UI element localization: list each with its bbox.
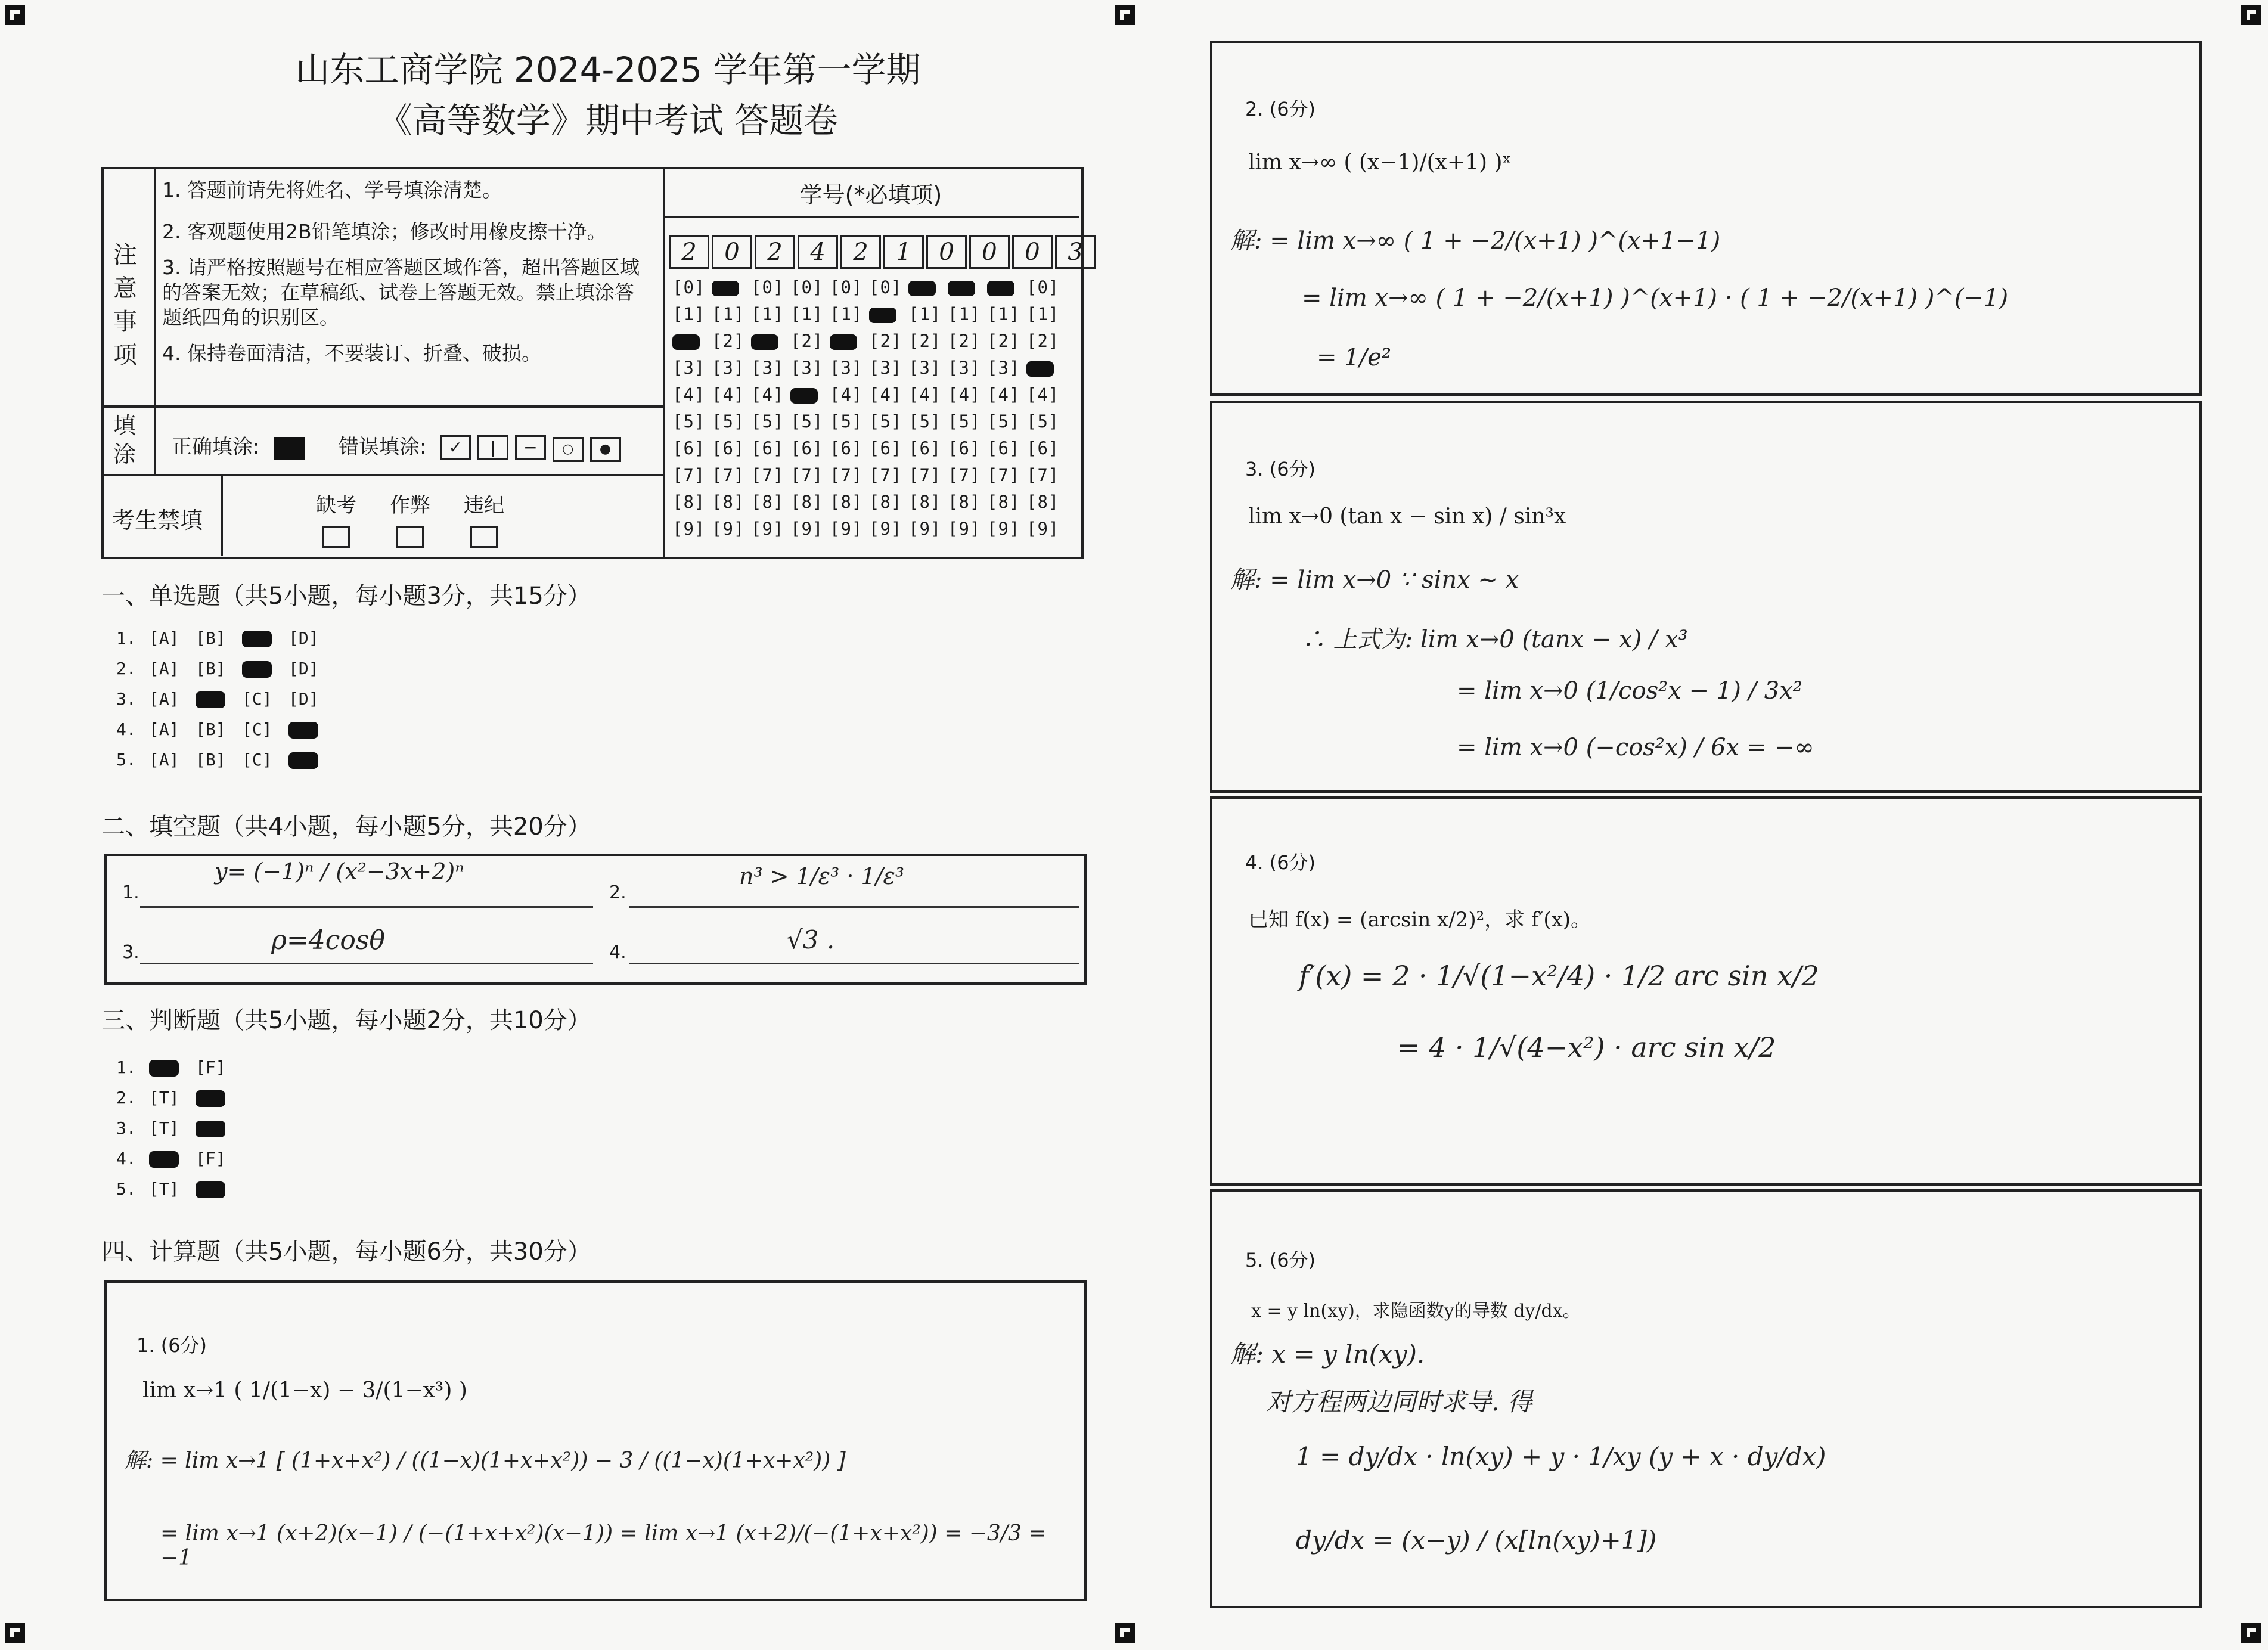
single-choice-question-num: 1. — [116, 628, 136, 648]
student-id-bubble[interactable]: [9] — [790, 519, 824, 539]
student-id-bubble[interactable]: [7] — [751, 465, 784, 485]
student-id-digit-cell[interactable]: 2 — [669, 235, 709, 269]
q2-work-2: = lim x→∞ ( 1 + −2/(x+1) )^(x+1) · ( 1 + −2/(x+1) )^(−1) — [1302, 284, 2009, 312]
student-id-bubble[interactable]: [5] — [751, 411, 784, 432]
student-id-bubble[interactable]: [8] — [672, 492, 706, 512]
fill-guide-correct: 正确填涂: — [172, 430, 305, 460]
student-id-digit-cell[interactable]: 0 — [1012, 235, 1053, 269]
q5-work-2: 对方程两边同时求导. 得 — [1266, 1387, 1532, 1416]
corner-marker-bottom-center — [1115, 1623, 1135, 1643]
q2-work-1: 解: = lim x→∞ ( 1 + −2/(x+1) )^(x+1−1) — [1230, 227, 1721, 255]
blank-1-num: 1. — [122, 882, 139, 903]
student-id-bubble[interactable]: [0] — [790, 277, 824, 297]
student-id-bubble[interactable]: [4] — [987, 384, 1020, 405]
student-id-bubble-filled[interactable] — [712, 277, 751, 304]
student-id-bubble[interactable]: [5] — [908, 411, 942, 432]
student-id-digit-cell[interactable]: 3 — [1055, 235, 1096, 269]
student-id-bubble[interactable]: [6] — [790, 438, 824, 458]
blank-3-answer[interactable]: ρ=4cosθ — [271, 925, 385, 956]
student-id-bubble[interactable]: [1] — [751, 304, 784, 324]
q4-work-1: f′(x) = 2 · 1/√(1−x²/4) · 1/2 arc sin x/2 — [1299, 960, 1819, 992]
student-id-bubble[interactable]: [1] — [672, 304, 706, 324]
student-id-bubble[interactable]: [7] — [712, 465, 745, 485]
notice-item: 2. 客观题使用2B铅笔填涂；修改时用橡皮擦干净。 — [162, 220, 607, 243]
student-id-digit-cell[interactable]: 1 — [883, 235, 924, 269]
student-id-digit-cell[interactable]: 2 — [755, 235, 795, 269]
student-id-bubble-filled[interactable] — [987, 277, 1026, 304]
q3-problem: lim x→0 (tan x − sin x) / sin³x — [1248, 504, 1566, 529]
student-id-bubble[interactable]: [6] — [908, 438, 942, 458]
student-id-bubble[interactable]: [2] — [987, 331, 1020, 351]
true-false-option[interactable]: [T] — [149, 1088, 179, 1108]
student-id-digits — [669, 235, 1098, 269]
q2-problem: lim x→∞ ( (x−1)/(x+1) )ˣ — [1248, 150, 1512, 175]
student-id-bubble-filled[interactable] — [790, 384, 830, 411]
corner-marker-bottom-left — [5, 1623, 25, 1643]
notice-item: 3. 请严格按照题号在相应答题区域作答，超出答题区域的答案无效；在草稿纸、试卷上答题无效。禁止填涂答题纸四角的识别区。 — [162, 256, 640, 329]
student-id-bubble[interactable]: [7] — [948, 465, 981, 485]
q2-work-3: = 1/e² — [1317, 344, 1391, 371]
student-id-bubble-filled[interactable] — [1026, 358, 1066, 384]
true-false-question-row — [116, 1174, 242, 1204]
section1-questions — [116, 623, 335, 775]
single-choice-question-num: 4. — [116, 719, 136, 739]
student-id-bubble[interactable]: [1] — [1026, 304, 1060, 324]
forbidden-option-violation: 违纪 — [464, 489, 504, 548]
section1-heading: 一、单选题（共5小题，每小题3分，共15分） — [101, 582, 591, 610]
single-choice-question-num: 2. — [116, 659, 136, 678]
student-id-bubble[interactable]: [9] — [908, 519, 942, 539]
student-id-bubble[interactable]: [2] — [1026, 331, 1060, 351]
student-id-bubble[interactable]: [5] — [712, 411, 745, 432]
section3-heading: 三、判断题（共5小题，每小题2分，共10分） — [101, 1007, 591, 1034]
single-choice-option-filled[interactable] — [288, 750, 335, 770]
single-choice-option-filled[interactable] — [288, 719, 335, 739]
answer-box-q3[interactable] — [1210, 401, 2202, 793]
true-false-question-num: 2. — [116, 1088, 136, 1108]
q3-label: 3. (6分) — [1245, 458, 1316, 480]
single-choice-option[interactable]: [A] — [149, 659, 179, 678]
true-false-question-row — [116, 1083, 242, 1113]
student-id-bubble[interactable]: [6] — [751, 438, 784, 458]
true-false-option-filled[interactable] — [196, 1179, 242, 1199]
forbidden-option-absent: 缺考 — [316, 489, 356, 548]
circle-icon: ○ — [553, 437, 584, 462]
student-id-bubble[interactable]: [0] — [751, 277, 784, 297]
student-id-bubble[interactable]: [8] — [712, 492, 745, 512]
fill-guide-label: 填涂 — [113, 412, 136, 467]
student-id-bubble[interactable]: [8] — [830, 492, 863, 512]
single-choice-option[interactable]: [D] — [288, 628, 319, 648]
student-id-bubble[interactable]: [7] — [790, 465, 824, 485]
true-false-option-filled[interactable] — [196, 1088, 242, 1108]
q3-work-4: = lim x→0 (−cos²x) / 6x = −∞ — [1457, 734, 1814, 761]
page-subtitle: 《高等数学》期中考试 答题卷 — [377, 100, 839, 141]
student-id-bubble[interactable]: [3] — [830, 358, 863, 378]
true-false-question-row — [116, 1113, 242, 1143]
single-choice-option[interactable]: [A] — [149, 689, 179, 709]
single-choice-option-filled[interactable] — [196, 689, 242, 709]
student-id-bubble[interactable]: [3] — [948, 358, 981, 378]
true-false-question-num: 1. — [116, 1057, 136, 1077]
single-choice-option[interactable]: [B] — [196, 659, 226, 678]
student-id-bubble[interactable]: [5] — [1026, 411, 1060, 432]
true-false-question-row — [116, 1143, 242, 1174]
student-id-bubble-filled[interactable] — [948, 277, 987, 304]
student-id-bubble[interactable]: [9] — [672, 519, 706, 539]
check-mark-icon: ✓ — [440, 435, 471, 460]
student-id-bubble[interactable]: [7] — [830, 465, 863, 485]
q5-work-3: 1 = dy/dx · ln(xy) + y · 1/xy (y + x · dy/dx) — [1296, 1442, 1826, 1471]
fill-guide-wrong: 错误填涂: ✓ | − ○ ● — [339, 430, 621, 462]
student-id-bubble[interactable]: [6] — [830, 438, 863, 458]
student-id-digit-cell[interactable]: 2 — [840, 235, 881, 269]
student-id-bubble[interactable]: [5] — [672, 411, 706, 432]
blank-4-answer[interactable]: √3 . — [787, 925, 835, 954]
q5-work-4: dy/dx = (x−y) / (x[ln(xy)+1]) — [1296, 1525, 1657, 1555]
student-id-bubble[interactable]: [3] — [908, 358, 942, 378]
answer-box-q1[interactable] — [104, 1280, 1087, 1601]
student-id-bubble[interactable]: [4] — [1026, 384, 1060, 405]
answer-box-q5[interactable] — [1210, 1189, 2202, 1608]
q1-work-1: 解: = lim x→1 [ (1+x+x²) / ((1−x)(1+x+x²)) − 3 / ((1−x)(1+x+x²)) ] — [125, 1449, 846, 1473]
blank-2-num: 2. — [609, 882, 626, 903]
student-id-bubble[interactable]: [1] — [948, 304, 981, 324]
q4-problem: 已知 f(x) = (arcsin x/2)²，求 f′(x)。 — [1248, 908, 1591, 932]
single-choice-question-row — [116, 684, 335, 714]
student-id-bubble[interactable]: [1] — [908, 304, 942, 324]
corner-marker-bottom-right — [2241, 1623, 2261, 1643]
student-id-bubble[interactable]: [6] — [672, 438, 706, 458]
vertical-line-icon: | — [477, 435, 508, 460]
single-choice-option[interactable]: [A] — [149, 628, 179, 648]
student-id-bubble[interactable]: [2] — [712, 331, 745, 351]
student-id-bubble[interactable]: [7] — [908, 465, 942, 485]
corner-marker-top-left — [5, 5, 25, 25]
single-choice-question-num: 5. — [116, 750, 136, 770]
student-id-bubble[interactable]: [6] — [948, 438, 981, 458]
true-false-option-filled[interactable] — [149, 1149, 196, 1168]
q4-label: 4. (6分) — [1245, 851, 1316, 874]
single-choice-option-filled[interactable] — [242, 659, 288, 678]
student-id-bubble[interactable]: [3] — [672, 358, 706, 378]
student-id-bubble[interactable]: [5] — [987, 411, 1020, 432]
student-id-bubble[interactable]: [1] — [790, 304, 824, 324]
single-choice-option[interactable]: [D] — [288, 689, 319, 709]
student-id-bubble[interactable]: [9] — [1026, 519, 1060, 539]
student-id-label: 学号(*必填项) — [799, 182, 942, 208]
blank-2-answer[interactable]: n³ > 1/ε³ · 1/ε³ — [739, 863, 905, 889]
true-false-option[interactable]: [F] — [196, 1149, 226, 1168]
student-id-bubble[interactable]: [0] — [830, 277, 863, 297]
student-id-digit-cell[interactable]: 0 — [926, 235, 967, 269]
single-choice-option[interactable]: [A] — [149, 719, 179, 739]
student-id-bubble[interactable]: [4] — [830, 384, 863, 405]
q5-label: 5. (6分) — [1245, 1249, 1316, 1271]
section4-heading: 四、计算题（共5小题，每小题6分，共30分） — [101, 1238, 591, 1266]
student-id-bubble[interactable]: [8] — [948, 492, 981, 512]
student-id-bubble[interactable]: [9] — [712, 519, 745, 539]
student-id-bubble[interactable]: [1] — [830, 304, 863, 324]
q3-work-3: = lim x→0 (1/cos²x − 1) / 3x² — [1457, 677, 1802, 705]
student-id-bubble[interactable]: [4] — [712, 384, 745, 405]
student-id-bubble[interactable]: [4] — [948, 384, 981, 405]
q1-work-2: = lim x→1 (x+2)(x−1) / (−(1+x+x²)(x−1)) = lim x→1 (x+2)/(−(1+x+x²)) = −3/3 = −1 — [160, 1521, 1047, 1570]
student-id-bubble[interactable]: [8] — [790, 492, 824, 512]
true-false-option[interactable]: [T] — [149, 1179, 179, 1199]
single-choice-option[interactable]: [B] — [196, 719, 226, 739]
student-id-bubble[interactable]: [2] — [948, 331, 981, 351]
student-id-bubble[interactable]: [3] — [869, 358, 902, 378]
student-id-bubbles — [672, 277, 1066, 545]
notice-label: 注意事项 — [113, 241, 137, 369]
single-choice-question-row — [116, 714, 335, 745]
single-choice-option[interactable]: [D] — [288, 659, 319, 678]
student-id-bubble[interactable]: [0] — [672, 277, 706, 297]
single-choice-question-num: 3. — [116, 689, 136, 709]
student-id-bubble[interactable]: [7] — [1026, 465, 1060, 485]
student-id-bubble[interactable]: [3] — [987, 358, 1020, 378]
correct-fill-sample — [274, 437, 305, 460]
student-id-bubble[interactable]: [7] — [869, 465, 902, 485]
true-false-question-num: 3. — [116, 1118, 136, 1138]
true-false-option[interactable]: [F] — [196, 1057, 226, 1077]
student-id-bubble-filled[interactable] — [908, 277, 948, 304]
notice-item: 4. 保持卷面清洁，不要装订、折叠、破损。 — [162, 342, 541, 365]
q4-work-2: = 4 · 1/√(4−x²) · arc sin x/2 — [1397, 1031, 1776, 1063]
q1-label: 1. (6分) — [136, 1334, 207, 1357]
student-id-bubble[interactable]: [5] — [948, 411, 981, 432]
student-id-bubble[interactable]: [9] — [987, 519, 1020, 539]
true-false-option-filled[interactable] — [196, 1118, 242, 1138]
student-id-bubble[interactable]: [0] — [869, 277, 902, 297]
forbidden-options — [316, 489, 504, 548]
student-id-bubble[interactable]: [4] — [908, 384, 942, 405]
answer-box-q4[interactable] — [1210, 796, 2202, 1186]
student-id-bubble[interactable]: [0] — [1026, 277, 1060, 297]
q3-work-1: 解: = lim x→0 ∵ sinx ~ x — [1230, 566, 1519, 594]
student-id-bubble[interactable]: [4] — [869, 384, 902, 405]
single-choice-option[interactable]: [C] — [242, 719, 272, 739]
student-id-bubble[interactable]: [9] — [830, 519, 863, 539]
notice-list — [162, 178, 651, 366]
student-id-bubble[interactable]: [5] — [790, 411, 824, 432]
student-id-bubble[interactable]: [2] — [908, 331, 942, 351]
student-id-bubble[interactable]: [6] — [869, 438, 902, 458]
student-id-bubble[interactable]: [4] — [672, 384, 706, 405]
single-choice-option[interactable]: [A] — [149, 750, 179, 770]
student-id-digit-cell[interactable]: 0 — [712, 235, 752, 269]
single-choice-option[interactable]: [B] — [196, 628, 226, 648]
page-title: 山东工商学院 2024-2025 学年第一学期 — [295, 49, 921, 90]
cheating-checkbox[interactable] — [396, 526, 424, 548]
single-choice-question-row — [116, 745, 335, 775]
student-id-bubble[interactable]: [3] — [790, 358, 824, 378]
single-choice-option-filled[interactable] — [242, 628, 288, 648]
student-id-bubble[interactable]: [2] — [869, 331, 902, 351]
student-id-bubble[interactable]: [3] — [751, 358, 784, 378]
blank-4-num: 4. — [609, 942, 626, 963]
dot-icon: ● — [590, 437, 621, 462]
corner-marker-top-center — [1115, 5, 1135, 25]
true-false-option[interactable]: [T] — [149, 1118, 179, 1138]
forbidden-label: 考生禁填 — [112, 507, 203, 534]
student-id-bubble-filled[interactable] — [830, 331, 869, 358]
student-id-bubble[interactable]: [7] — [987, 465, 1020, 485]
single-choice-option[interactable]: [C] — [242, 689, 272, 709]
section3-questions — [116, 1052, 242, 1204]
student-id-bubble[interactable]: [5] — [830, 411, 863, 432]
single-choice-question-row — [116, 623, 335, 653]
student-id-digit-cell[interactable]: 0 — [969, 235, 1010, 269]
student-id-bubble[interactable]: [6] — [1026, 438, 1060, 458]
corner-marker-top-right — [2241, 5, 2261, 25]
student-id-bubble[interactable]: [5] — [869, 411, 902, 432]
student-id-bubble[interactable]: [6] — [987, 438, 1020, 458]
q5-problem: x = y ln(xy)，求隐函数y的导数 dy/dx。 — [1251, 1301, 1581, 1322]
student-id-bubble-filled[interactable] — [672, 331, 712, 358]
student-id-bubble[interactable]: [3] — [712, 358, 745, 378]
notice-item: 1. 答题前请先将姓名、学号填涂清楚。 — [162, 178, 502, 201]
true-false-question-num: 5. — [116, 1179, 136, 1199]
student-id-bubble[interactable]: [2] — [790, 331, 824, 351]
true-false-question-row — [116, 1052, 242, 1083]
section2-heading: 二、填空题（共4小题，每小题5分，共20分） — [101, 813, 591, 840]
q1-problem: lim x→1 ( 1/(1−x) − 3/(1−x³) ) — [142, 1378, 467, 1403]
single-choice-question-row — [116, 653, 335, 684]
q5-work-1: 解: x = y ln(xy). — [1230, 1339, 1425, 1369]
student-id-bubble[interactable]: [9] — [948, 519, 981, 539]
student-id-bubble[interactable]: [9] — [751, 519, 784, 539]
student-id-bubble[interactable]: [8] — [869, 492, 902, 512]
horizontal-line-icon: − — [515, 435, 546, 460]
student-id-bubble[interactable]: [9] — [869, 519, 902, 539]
forbidden-option-cheating: 作弊 — [390, 489, 430, 548]
student-id-bubble[interactable]: [6] — [712, 438, 745, 458]
single-choice-option[interactable]: [C] — [242, 750, 272, 770]
blank-1-answer[interactable]: y= (−1)ⁿ / (x²−3x+2)ⁿ — [215, 858, 464, 885]
single-choice-option[interactable]: [B] — [196, 750, 226, 770]
q2-label: 2. (6分) — [1245, 98, 1316, 120]
student-id-bubble[interactable]: [1] — [712, 304, 745, 324]
student-id-bubble[interactable]: [1] — [987, 304, 1020, 324]
violation-checkbox[interactable] — [470, 526, 498, 548]
student-id-bubble[interactable]: [8] — [908, 492, 942, 512]
student-id-bubble-filled[interactable] — [751, 331, 790, 358]
true-false-question-num: 4. — [116, 1149, 136, 1168]
student-id-bubble[interactable]: [8] — [751, 492, 784, 512]
q3-work-2: ∴ 上式为: lim x→0 (tanx − x) / x³ — [1302, 626, 1688, 653]
student-id-bubble[interactable]: [8] — [987, 492, 1020, 512]
student-id-bubble[interactable]: [8] — [1026, 492, 1060, 512]
student-id-digit-cell[interactable]: 4 — [798, 235, 838, 269]
absent-checkbox[interactable] — [322, 526, 350, 548]
answer-box-q2[interactable] — [1210, 41, 2202, 396]
student-id-bubble[interactable]: [7] — [672, 465, 706, 485]
student-id-bubble[interactable]: [4] — [751, 384, 784, 405]
true-false-option-filled[interactable] — [149, 1057, 196, 1077]
student-id-bubble-filled[interactable] — [869, 304, 908, 331]
blank-3-num: 3. — [122, 942, 139, 963]
